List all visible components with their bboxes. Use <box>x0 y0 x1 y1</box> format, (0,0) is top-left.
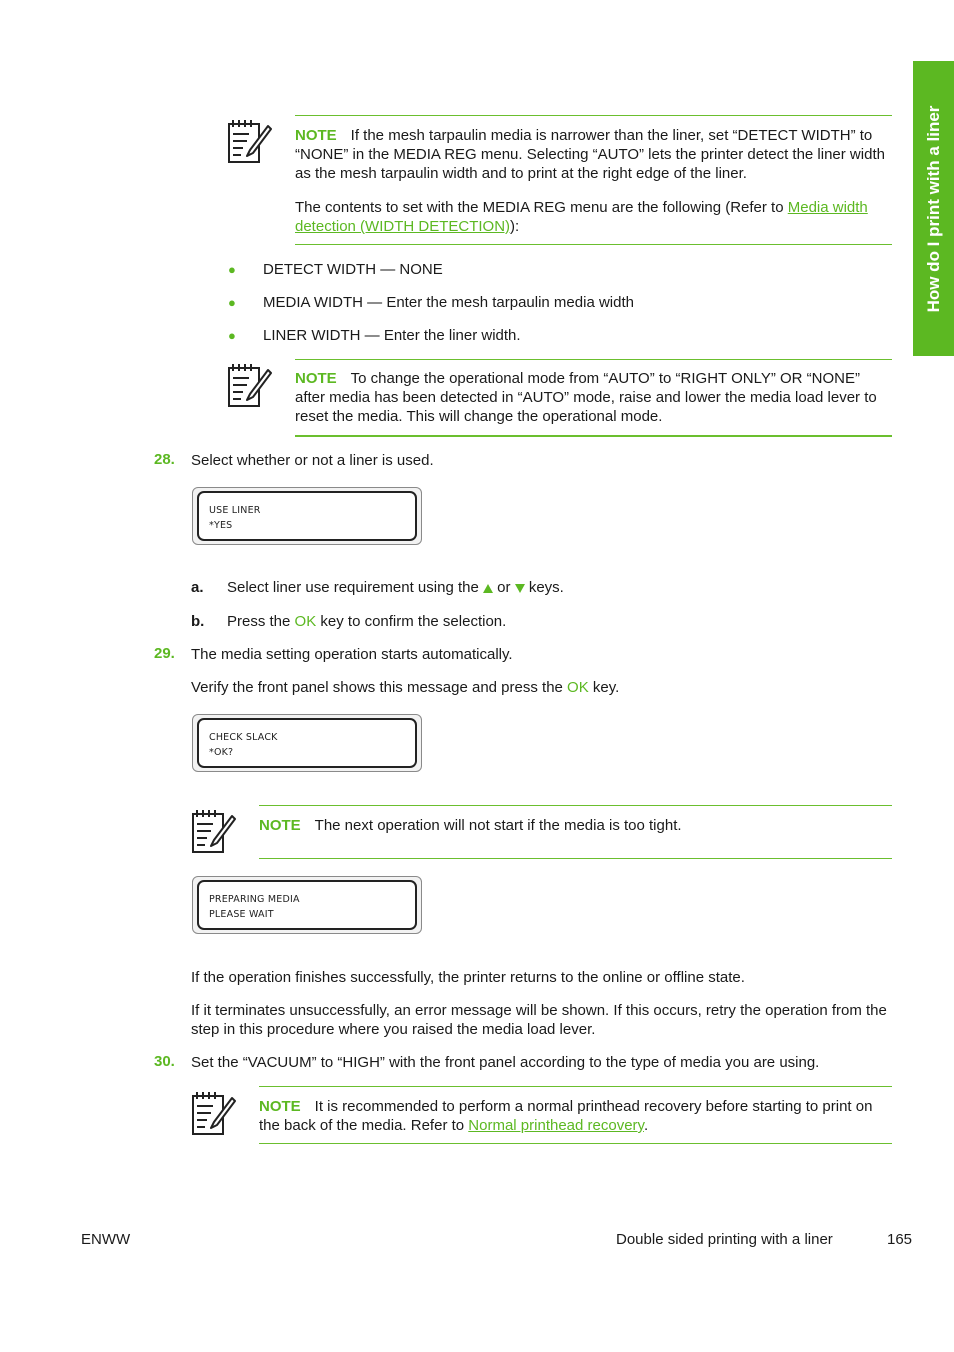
side-tab-label: How do I print with a liner <box>923 105 943 312</box>
step28-text: Select whether or not a liner is used. <box>191 452 434 469</box>
step-number: 28. <box>154 451 175 468</box>
up-arrow-key-icon <box>483 584 493 593</box>
sub-b-after: key to confirm the selection. <box>316 613 507 630</box>
front-panel-display <box>192 487 422 545</box>
front-panel-display <box>192 714 422 772</box>
verify-after: key. <box>588 679 620 696</box>
normal-printhead-recovery-link[interactable]: Normal printhead recovery <box>468 1117 644 1134</box>
note2-body: To change the operational mode from “AUTO” to “RIGHT ONLY” OR “NONE” after media has been detected in “AUTO” mode, raise and lower the media load lever to reset the media. This will change the operational mode. <box>295 370 877 425</box>
note2-top-rule <box>295 359 892 360</box>
note3-label: NOTE <box>259 817 301 834</box>
lcd-line-2: PLEASE WAIT <box>209 909 274 920</box>
bullet-item: MEDIA WIDTH — Enter the mesh tarpaulin media width <box>263 294 634 311</box>
note-icon <box>190 808 236 854</box>
lcd-line-1: USE LINER <box>209 505 261 516</box>
lcd-line-2: *OK? <box>209 747 234 758</box>
step29-text: The media setting operation starts automatically. <box>191 646 513 663</box>
page-number: 165 <box>887 1231 913 1248</box>
note4-label: NOTE <box>259 1098 301 1115</box>
ok-key-label: OK <box>567 679 589 696</box>
down-arrow-key-icon <box>515 584 525 593</box>
bullet-item: DETECT WIDTH — NONE <box>263 261 443 278</box>
note1-label: NOTE <box>295 127 337 144</box>
sub-a-before: Select liner use requirement using the <box>227 579 483 596</box>
sub-a-mid: or <box>492 579 515 596</box>
substep-label: b. <box>191 613 205 630</box>
lcd-line-1: CHECK SLACK <box>209 732 278 743</box>
note3-body: The next operation will not start if the media is too tight. <box>314 817 682 834</box>
note2-text <box>295 369 893 426</box>
note1-para2-before: The contents to set with the MEDIA REG menu are the following (Refer to <box>295 199 788 216</box>
section-side-tab <box>913 61 954 356</box>
substep-label: a. <box>191 579 204 596</box>
note2-bottom-rule <box>295 435 892 437</box>
note1-body: If the mesh tarpaulin media is narrower than the liner, set “DETECT WIDTH” to “NONE” in the MEDIA REG menu. Selecting “AUTO” lets the printer detect the liner width as the mesh tarpaulin width and to print at the right edge of the liner. <box>295 127 885 182</box>
bullet-icon: ● <box>228 328 236 343</box>
note1-para2-after: ): <box>510 218 520 235</box>
note-icon <box>226 118 272 164</box>
note4-top-rule <box>259 1086 892 1087</box>
sub-a-after: keys. <box>524 579 564 596</box>
step29-verify <box>191 678 619 697</box>
verify-before: Verify the front panel shows this message and press the <box>191 679 568 696</box>
note2-label: NOTE <box>295 370 337 387</box>
lcd-line-1: PREPARING MEDIA <box>209 894 300 905</box>
note-icon <box>226 362 272 408</box>
note4-bottom-rule <box>259 1143 892 1144</box>
note3-bottom-rule <box>259 858 892 859</box>
note1-top-rule <box>295 115 892 116</box>
bullet-icon: ● <box>228 262 236 277</box>
step28-sub-b <box>227 612 506 631</box>
note3-top-rule <box>259 805 892 806</box>
step30-text: Set the “VACUUM” to “HIGH” with the front panel according to the type of media you are using. <box>191 1054 820 1071</box>
front-panel-display <box>192 876 422 934</box>
lcd-line-2: *YES <box>209 520 233 531</box>
note3-text <box>259 816 893 835</box>
note1-text <box>295 126 893 183</box>
step-number: 30. <box>154 1053 175 1070</box>
note4-text <box>259 1097 893 1135</box>
step29-para2: If it terminates unsuccessfully, an error message will be shown. If this occurs, retry the operation from the step in this procedure where you raised the media load lever. <box>191 1002 887 1038</box>
bullet-icon: ● <box>228 295 236 310</box>
step-number: 29. <box>154 645 175 662</box>
step29-para1: If the operation finishes successfully, the printer returns to the online or offline state. <box>191 969 745 986</box>
note4-after: . <box>643 1117 649 1134</box>
ok-key-label: OK <box>294 613 317 630</box>
footer-title: Double sided printing with a liner <box>616 1231 833 1248</box>
footer-left: ENWW <box>81 1231 131 1248</box>
media-width-detection-link[interactable]: Media width detection (WIDTH DETECTION) <box>295 199 868 235</box>
bullet-item: LINER WIDTH — Enter the liner width. <box>263 327 521 344</box>
note1-para2 <box>295 198 893 236</box>
note1-bottom-rule <box>295 244 892 245</box>
note-icon <box>190 1090 236 1136</box>
note4-before: It is recommended to perform a normal printhead recovery before starting to print on the back of the media. Refer to <box>259 1098 873 1134</box>
sub-b-before: Press the <box>227 613 295 630</box>
step28-sub-a <box>227 578 564 597</box>
